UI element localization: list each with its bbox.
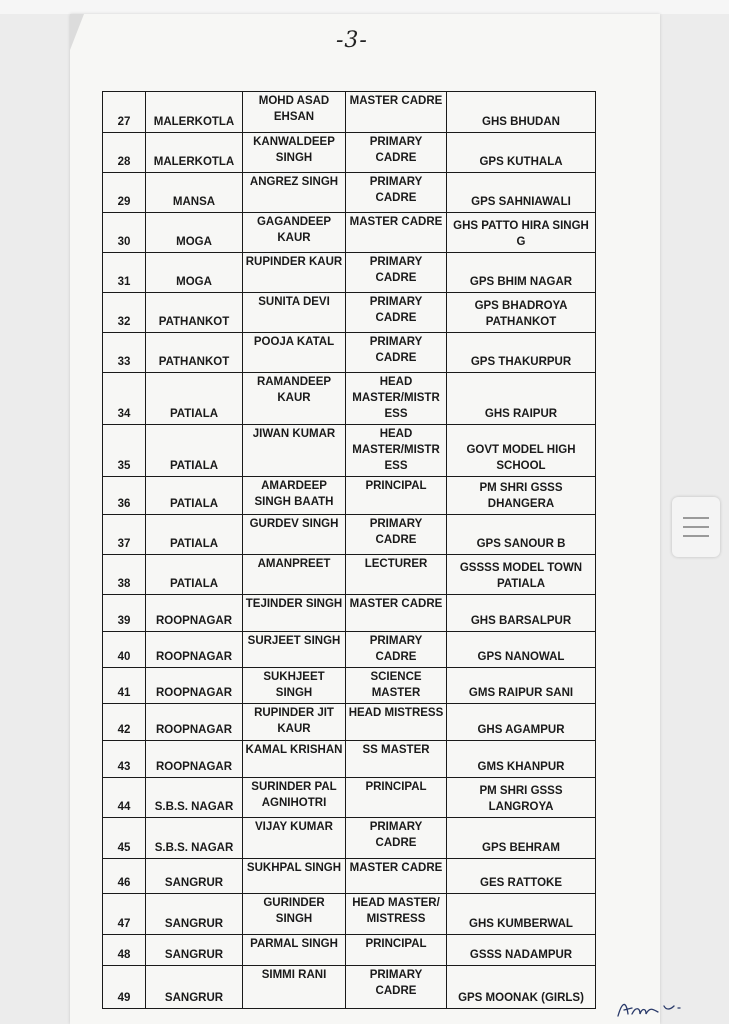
- designation-cell: PRIMARY CADRE: [346, 632, 447, 668]
- designation-cell: PRIMARY CADRE: [346, 333, 447, 373]
- staff-table-body: [103, 92, 596, 1009]
- school-cell: GMS KHANPUR: [447, 741, 596, 778]
- school-cell: GHS KUMBERWAL: [447, 894, 596, 935]
- designation-cell: HEAD MISTRESS: [346, 704, 447, 741]
- name-cell: RUPINDER KAUR: [243, 253, 346, 293]
- school-cell: GPS SAHNIAWALI: [447, 173, 596, 213]
- designation-cell: PRIMARY CADRE: [346, 966, 447, 1009]
- district-cell: S.B.S. NAGAR: [146, 818, 243, 859]
- school-cell: GHS RAIPUR: [447, 373, 596, 425]
- designation-cell: SS MASTER: [346, 741, 447, 778]
- district-cell: MANSA: [146, 173, 243, 213]
- school-cell: GMS RAIPUR SANI: [447, 668, 596, 704]
- name-cell: PARMAL SINGH: [243, 935, 346, 966]
- name-cell: MOHD ASAD EHSAN: [243, 92, 346, 133]
- serial-number-cell: 37: [103, 515, 146, 555]
- table-row: [103, 173, 596, 213]
- school-cell: GPS BHADROYA PATHANKOT: [447, 293, 596, 333]
- serial-number-cell: 48: [103, 935, 146, 966]
- name-cell: SUKHPAL SINGH: [243, 859, 346, 894]
- serial-number-cell: 32: [103, 293, 146, 333]
- designation-cell: SCIENCE MASTER: [346, 668, 447, 704]
- table-row: [103, 741, 596, 778]
- district-cell: PATIALA: [146, 425, 243, 477]
- designation-cell: PRIMARY CADRE: [346, 253, 447, 293]
- district-cell: SANGRUR: [146, 894, 243, 935]
- district-cell: PATIALA: [146, 515, 243, 555]
- serial-number-cell: 46: [103, 859, 146, 894]
- serial-number-cell: 44: [103, 778, 146, 818]
- table-row: [103, 373, 596, 425]
- district-cell: S.B.S. NAGAR: [146, 778, 243, 818]
- school-cell: GPS BHIM NAGAR: [447, 253, 596, 293]
- district-cell: SANGRUR: [146, 935, 243, 966]
- designation-cell: MASTER CADRE: [346, 859, 447, 894]
- table-row: [103, 253, 596, 293]
- name-cell: SURINDER PAL AGNIHOTRI: [243, 778, 346, 818]
- district-cell: MALERKOTLA: [146, 92, 243, 133]
- serial-number-cell: 33: [103, 333, 146, 373]
- designation-cell: PRINCIPAL: [346, 935, 447, 966]
- serial-number-cell: 49: [103, 966, 146, 1009]
- name-cell: ANGREZ SINGH: [243, 173, 346, 213]
- district-cell: PATHANKOT: [146, 333, 243, 373]
- table-row: [103, 133, 596, 173]
- table-row: [103, 935, 596, 966]
- district-cell: MALERKOTLA: [146, 133, 243, 173]
- table-row: [103, 425, 596, 477]
- district-cell: ROOPNAGAR: [146, 632, 243, 668]
- viewer-top-bar: [0, 0, 729, 14]
- designation-cell: PRIMARY CADRE: [346, 818, 447, 859]
- name-cell: SUKHJEET SINGH: [243, 668, 346, 704]
- district-cell: SANGRUR: [146, 859, 243, 894]
- designation-cell: PRINCIPAL: [346, 778, 447, 818]
- school-cell: GHS BARSALPUR: [447, 595, 596, 632]
- school-cell: GOVT MODEL HIGH SCHOOL: [447, 425, 596, 477]
- school-cell: GSSS NADAMPUR: [447, 935, 596, 966]
- district-cell: ROOPNAGAR: [146, 668, 243, 704]
- serial-number-cell: 43: [103, 741, 146, 778]
- designation-cell: HEAD MASTER/MISTR ESS: [346, 373, 447, 425]
- district-cell: MOGA: [146, 253, 243, 293]
- serial-number-cell: 27: [103, 92, 146, 133]
- table-row: [103, 859, 596, 894]
- serial-number-cell: 38: [103, 555, 146, 595]
- serial-number-cell: 42: [103, 704, 146, 741]
- table-row: [103, 515, 596, 555]
- school-cell: GHS PATTO HIRA SINGH G: [447, 213, 596, 253]
- table-row: [103, 704, 596, 741]
- name-cell: SIMMI RANI: [243, 966, 346, 1009]
- menu-button[interactable]: [672, 497, 720, 557]
- serial-number-cell: 34: [103, 373, 146, 425]
- designation-cell: PRIMARY CADRE: [346, 133, 447, 173]
- table-row: [103, 632, 596, 668]
- name-cell: KAMAL KRISHAN: [243, 741, 346, 778]
- serial-number-cell: 35: [103, 425, 146, 477]
- name-cell: AMANPREET: [243, 555, 346, 595]
- school-cell: GES RATTOKE: [447, 859, 596, 894]
- serial-number-cell: 45: [103, 818, 146, 859]
- district-cell: PATIALA: [146, 373, 243, 425]
- serial-number-cell: 31: [103, 253, 146, 293]
- name-cell: VIJAY KUMAR: [243, 818, 346, 859]
- school-cell: PM SHRI GSSS LANGROYA: [447, 778, 596, 818]
- designation-cell: PRIMARY CADRE: [346, 515, 447, 555]
- name-cell: RAMANDEEP KAUR: [243, 373, 346, 425]
- hamburger-menu-icon-line: [683, 535, 709, 537]
- table-row: [103, 818, 596, 859]
- district-cell: PATIALA: [146, 555, 243, 595]
- name-cell: RUPINDER JIT KAUR: [243, 704, 346, 741]
- school-cell: GSSSS MODEL TOWN PATIALA: [447, 555, 596, 595]
- table-row: [103, 778, 596, 818]
- page-fold-corner: [70, 14, 84, 50]
- name-cell: SUNITA DEVI: [243, 293, 346, 333]
- designation-cell: MASTER CADRE: [346, 213, 447, 253]
- district-cell: SANGRUR: [146, 966, 243, 1009]
- hamburger-menu-icon: [683, 517, 709, 519]
- staff-table: [102, 91, 596, 1009]
- name-cell: JIWAN KUMAR: [243, 425, 346, 477]
- designation-cell: MASTER CADRE: [346, 92, 447, 133]
- school-cell: PM SHRI GSSS DHANGERA: [447, 477, 596, 515]
- name-cell: GURINDER SINGH: [243, 894, 346, 935]
- designation-cell: PRIMARY CADRE: [346, 173, 447, 213]
- school-cell: GPS KUTHALA: [447, 133, 596, 173]
- name-cell: GURDEV SINGH: [243, 515, 346, 555]
- serial-number-cell: 29: [103, 173, 146, 213]
- table-row: [103, 293, 596, 333]
- designation-cell: PRIMARY CADRE: [346, 293, 447, 333]
- handwritten-signature: [614, 996, 694, 1020]
- name-cell: GAGANDEEP KAUR: [243, 213, 346, 253]
- name-cell: TEJINDER SINGH: [243, 595, 346, 632]
- school-cell: GHS AGAMPUR: [447, 704, 596, 741]
- table-row: [103, 92, 596, 133]
- designation-cell: LECTURER: [346, 555, 447, 595]
- page-number: -3-: [336, 28, 368, 53]
- designation-cell: HEAD MASTER/MISTR ESS: [346, 425, 447, 477]
- name-cell: SURJEET SINGH: [243, 632, 346, 668]
- table-row: [103, 333, 596, 373]
- school-cell: GPS MOONAK (GIRLS): [447, 966, 596, 1009]
- table-row: [103, 894, 596, 935]
- district-cell: MOGA: [146, 213, 243, 253]
- serial-number-cell: 36: [103, 477, 146, 515]
- table-row: [103, 966, 596, 1009]
- serial-number-cell: 28: [103, 133, 146, 173]
- school-cell: GPS BEHRAM: [447, 818, 596, 859]
- school-cell: GPS SANOUR B: [447, 515, 596, 555]
- serial-number-cell: 41: [103, 668, 146, 704]
- district-cell: ROOPNAGAR: [146, 595, 243, 632]
- designation-cell: PRINCIPAL: [346, 477, 447, 515]
- name-cell: POOJA KATAL: [243, 333, 346, 373]
- serial-number-cell: 40: [103, 632, 146, 668]
- school-cell: GPS NANOWAL: [447, 632, 596, 668]
- district-cell: PATHANKOT: [146, 293, 243, 333]
- designation-cell: HEAD MASTER/ MISTRESS: [346, 894, 447, 935]
- designation-cell: MASTER CADRE: [346, 595, 447, 632]
- name-cell: AMARDEEP SINGH BAATH: [243, 477, 346, 515]
- serial-number-cell: 39: [103, 595, 146, 632]
- district-cell: PATIALA: [146, 477, 243, 515]
- serial-number-cell: 30: [103, 213, 146, 253]
- school-cell: GPS THAKURPUR: [447, 333, 596, 373]
- hamburger-menu-icon-line: [683, 526, 709, 528]
- table-row: [103, 213, 596, 253]
- district-cell: ROOPNAGAR: [146, 704, 243, 741]
- district-cell: ROOPNAGAR: [146, 741, 243, 778]
- name-cell: KANWALDEEP SINGH: [243, 133, 346, 173]
- table-row: [103, 668, 596, 704]
- serial-number-cell: 47: [103, 894, 146, 935]
- table-row: [103, 595, 596, 632]
- table-row: [103, 555, 596, 595]
- school-cell: GHS BHUDAN: [447, 92, 596, 133]
- table-row: [103, 477, 596, 515]
